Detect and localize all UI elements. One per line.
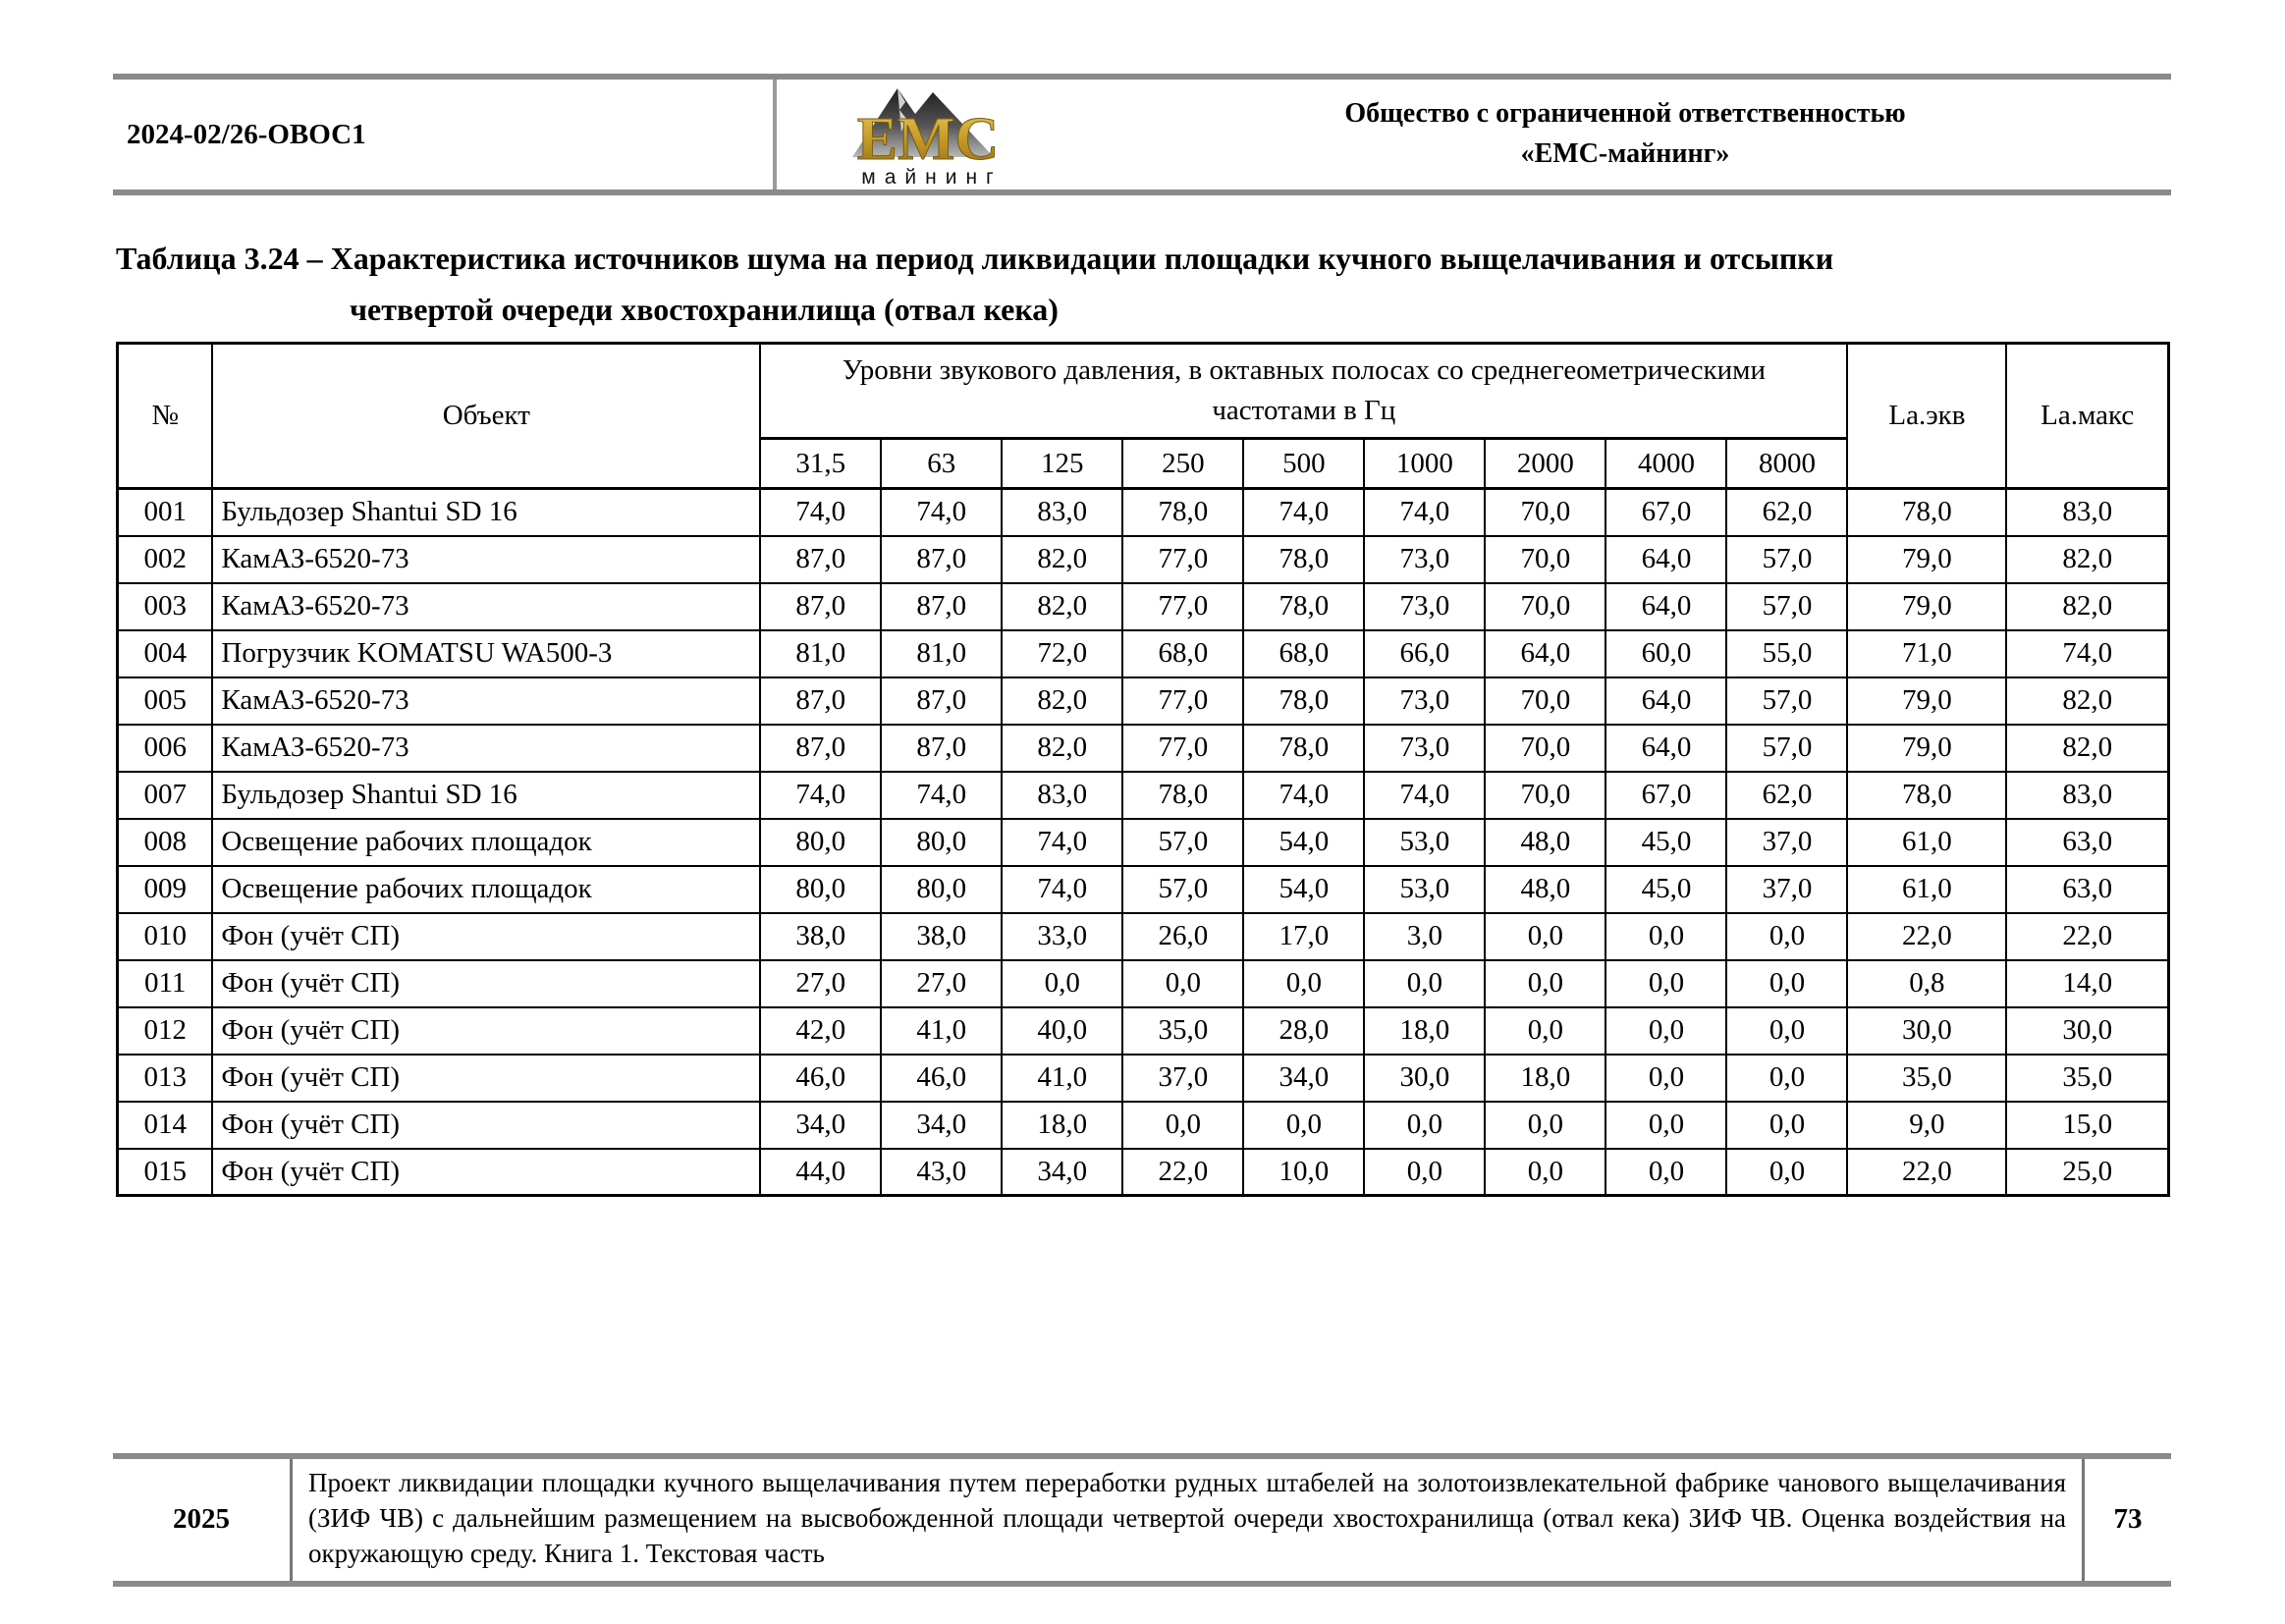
value-cell: 0,0 bbox=[1485, 1102, 1605, 1149]
company-name-line1: Общество с ограниченной ответственностью bbox=[1344, 98, 1906, 130]
value-cell: 77,0 bbox=[1122, 583, 1243, 630]
laeq-cell: 79,0 bbox=[1847, 583, 2006, 630]
freq-header: 250 bbox=[1122, 439, 1243, 489]
value-cell: 67,0 bbox=[1605, 489, 1726, 536]
value-cell: 74,0 bbox=[881, 772, 1002, 819]
value-cell: 73,0 bbox=[1364, 677, 1485, 725]
value-cell: 18,0 bbox=[1002, 1102, 1122, 1149]
value-cell: 57,0 bbox=[1122, 819, 1243, 866]
value-cell: 78,0 bbox=[1122, 489, 1243, 536]
table-row bbox=[118, 725, 2169, 772]
laeq-cell: 71,0 bbox=[1847, 630, 2006, 677]
table-row bbox=[118, 1149, 2169, 1196]
value-cell: 82,0 bbox=[1002, 536, 1122, 583]
value-cell: 0,0 bbox=[1243, 960, 1364, 1007]
lamax-cell: 25,0 bbox=[2006, 1149, 2168, 1196]
document-code: 2024-02/26-ОВОС1 bbox=[127, 118, 366, 150]
value-cell: 43,0 bbox=[881, 1149, 1002, 1196]
value-cell: 87,0 bbox=[881, 536, 1002, 583]
value-cell: 70,0 bbox=[1485, 677, 1605, 725]
value-cell: 37,0 bbox=[1726, 866, 1847, 913]
value-cell: 87,0 bbox=[760, 677, 881, 725]
lamax-cell: 35,0 bbox=[2006, 1055, 2168, 1102]
value-cell: 34,0 bbox=[1002, 1149, 1122, 1196]
value-cell: 66,0 bbox=[1364, 630, 1485, 677]
lamax-cell: 83,0 bbox=[2006, 489, 2168, 536]
row-num-cell: 009 bbox=[118, 866, 213, 913]
freq-header: 2000 bbox=[1485, 439, 1605, 489]
logo-text: ЕМС bbox=[856, 106, 1000, 173]
value-cell: 0,0 bbox=[1364, 1149, 1485, 1196]
value-cell: 34,0 bbox=[1243, 1055, 1364, 1102]
value-cell: 0,0 bbox=[1122, 1102, 1243, 1149]
value-cell: 0,0 bbox=[1726, 960, 1847, 1007]
table-title-line2: четвертой очереди хвостохранилища (отвал кека) bbox=[350, 291, 1059, 327]
footer-bottom-rule bbox=[113, 1581, 2171, 1587]
value-cell: 87,0 bbox=[881, 725, 1002, 772]
object-cell: Фон (учёт СП) bbox=[212, 1055, 760, 1102]
value-cell: 18,0 bbox=[1485, 1055, 1605, 1102]
value-cell: 67,0 bbox=[1605, 772, 1726, 819]
value-cell: 70,0 bbox=[1485, 725, 1605, 772]
value-cell: 87,0 bbox=[760, 725, 881, 772]
value-cell: 53,0 bbox=[1364, 866, 1485, 913]
value-cell: 0,0 bbox=[1364, 960, 1485, 1007]
value-cell: 74,0 bbox=[881, 489, 1002, 536]
value-cell: 0,0 bbox=[1605, 960, 1726, 1007]
value-cell: 0,0 bbox=[1605, 1055, 1726, 1102]
value-cell: 78,0 bbox=[1122, 772, 1243, 819]
value-cell: 60,0 bbox=[1605, 630, 1726, 677]
table-title-line1: Таблица 3.24 – Характеристика источников шума на период ликвидации площадки кучного выщелачивания и отсыпки bbox=[116, 241, 1834, 276]
lamax-cell: 83,0 bbox=[2006, 772, 2168, 819]
value-cell: 62,0 bbox=[1726, 772, 1847, 819]
object-cell: КамАЗ-6520-73 bbox=[212, 677, 760, 725]
value-cell: 78,0 bbox=[1243, 536, 1364, 583]
freq-header: 4000 bbox=[1605, 439, 1726, 489]
row-num-cell: 004 bbox=[118, 630, 213, 677]
value-cell: 73,0 bbox=[1364, 725, 1485, 772]
value-cell: 28,0 bbox=[1243, 1007, 1364, 1055]
laeq-cell: 35,0 bbox=[1847, 1055, 2006, 1102]
value-cell: 18,0 bbox=[1364, 1007, 1485, 1055]
page-number: 73 bbox=[2113, 1503, 2143, 1536]
value-cell: 74,0 bbox=[1243, 489, 1364, 536]
value-cell: 87,0 bbox=[760, 536, 881, 583]
row-num-cell: 013 bbox=[118, 1055, 213, 1102]
table-body bbox=[118, 489, 2169, 1196]
table-row bbox=[118, 536, 2169, 583]
value-cell: 3,0 bbox=[1364, 913, 1485, 960]
value-cell: 83,0 bbox=[1002, 772, 1122, 819]
value-cell: 35,0 bbox=[1122, 1007, 1243, 1055]
col-header-laeq: Lа.экв bbox=[1847, 344, 2006, 489]
laeq-cell: 78,0 bbox=[1847, 772, 2006, 819]
laeq-cell: 22,0 bbox=[1847, 1149, 2006, 1196]
company-name bbox=[1079, 80, 2171, 189]
object-cell: Фон (учёт СП) bbox=[212, 1149, 760, 1196]
value-cell: 68,0 bbox=[1122, 630, 1243, 677]
value-cell: 0,0 bbox=[1243, 1102, 1364, 1149]
value-cell: 64,0 bbox=[1605, 536, 1726, 583]
lamax-cell: 63,0 bbox=[2006, 819, 2168, 866]
value-cell: 82,0 bbox=[1002, 677, 1122, 725]
value-cell: 78,0 bbox=[1243, 583, 1364, 630]
freq-header: 1000 bbox=[1364, 439, 1485, 489]
value-cell: 41,0 bbox=[1002, 1055, 1122, 1102]
value-cell: 73,0 bbox=[1364, 583, 1485, 630]
value-cell: 0,0 bbox=[1485, 960, 1605, 1007]
lamax-cell: 22,0 bbox=[2006, 913, 2168, 960]
laeq-cell: 61,0 bbox=[1847, 819, 2006, 866]
value-cell: 74,0 bbox=[1364, 489, 1485, 536]
value-cell: 0,0 bbox=[1726, 1055, 1847, 1102]
value-cell: 10,0 bbox=[1243, 1149, 1364, 1196]
value-cell: 77,0 bbox=[1122, 536, 1243, 583]
value-cell: 57,0 bbox=[1726, 725, 1847, 772]
value-cell: 42,0 bbox=[760, 1007, 881, 1055]
value-cell: 45,0 bbox=[1605, 866, 1726, 913]
laeq-cell: 30,0 bbox=[1847, 1007, 2006, 1055]
row-num-cell: 006 bbox=[118, 725, 213, 772]
logo-subtext: майнинг bbox=[861, 166, 1003, 189]
value-cell: 53,0 bbox=[1364, 819, 1485, 866]
lamax-cell: 82,0 bbox=[2006, 725, 2168, 772]
value-cell: 77,0 bbox=[1122, 725, 1243, 772]
object-cell: Освещение рабочих площадок bbox=[212, 819, 760, 866]
value-cell: 0,0 bbox=[1726, 913, 1847, 960]
table-row bbox=[118, 960, 2169, 1007]
value-cell: 57,0 bbox=[1726, 677, 1847, 725]
value-cell: 0,0 bbox=[1605, 1007, 1726, 1055]
value-cell: 0,0 bbox=[1726, 1149, 1847, 1196]
value-cell: 74,0 bbox=[760, 489, 881, 536]
value-cell: 54,0 bbox=[1243, 866, 1364, 913]
value-cell: 46,0 bbox=[881, 1055, 1002, 1102]
row-num-cell: 007 bbox=[118, 772, 213, 819]
row-num-cell: 003 bbox=[118, 583, 213, 630]
footer-year: 2025 bbox=[173, 1503, 230, 1536]
value-cell: 57,0 bbox=[1122, 866, 1243, 913]
value-cell: 68,0 bbox=[1243, 630, 1364, 677]
freq-header: 500 bbox=[1243, 439, 1364, 489]
object-cell: Бульдозер Shantui SD 16 bbox=[212, 489, 760, 536]
laeq-cell: 79,0 bbox=[1847, 677, 2006, 725]
header-row bbox=[113, 80, 2171, 189]
value-cell: 22,0 bbox=[1122, 1149, 1243, 1196]
object-cell: Фон (учёт СП) bbox=[212, 1102, 760, 1149]
laeq-cell: 61,0 bbox=[1847, 866, 2006, 913]
value-cell: 77,0 bbox=[1122, 677, 1243, 725]
row-num-cell: 001 bbox=[118, 489, 213, 536]
value-cell: 0,0 bbox=[1485, 1149, 1605, 1196]
freq-header: 63 bbox=[881, 439, 1002, 489]
value-cell: 0,0 bbox=[1364, 1102, 1485, 1149]
laeq-cell: 78,0 bbox=[1847, 489, 2006, 536]
lamax-cell: 14,0 bbox=[2006, 960, 2168, 1007]
value-cell: 64,0 bbox=[1605, 677, 1726, 725]
object-cell: Фон (учёт СП) bbox=[212, 960, 760, 1007]
value-cell: 40,0 bbox=[1002, 1007, 1122, 1055]
object-cell: Погрузчик KOMATSU WA500-3 bbox=[212, 630, 760, 677]
col-header-lamax: Lа.макс bbox=[2006, 344, 2168, 489]
freq-header: 31,5 bbox=[760, 439, 881, 489]
table-title bbox=[116, 234, 2170, 336]
value-cell: 80,0 bbox=[881, 866, 1002, 913]
value-cell: 17,0 bbox=[1243, 913, 1364, 960]
value-cell: 38,0 bbox=[881, 913, 1002, 960]
lamax-cell: 82,0 bbox=[2006, 677, 2168, 725]
value-cell: 70,0 bbox=[1485, 583, 1605, 630]
value-cell: 87,0 bbox=[881, 677, 1002, 725]
row-num-cell: 005 bbox=[118, 677, 213, 725]
row-num-cell: 012 bbox=[118, 1007, 213, 1055]
value-cell: 78,0 bbox=[1243, 725, 1364, 772]
table-row bbox=[118, 866, 2169, 913]
object-cell: Фон (учёт СП) bbox=[212, 913, 760, 960]
header-row-1 bbox=[118, 344, 2169, 439]
value-cell: 70,0 bbox=[1485, 536, 1605, 583]
value-cell: 33,0 bbox=[1002, 913, 1122, 960]
table-row bbox=[118, 677, 2169, 725]
value-cell: 74,0 bbox=[1002, 866, 1122, 913]
value-cell: 81,0 bbox=[760, 630, 881, 677]
value-cell: 62,0 bbox=[1726, 489, 1847, 536]
laeq-cell: 22,0 bbox=[1847, 913, 2006, 960]
value-cell: 30,0 bbox=[1364, 1055, 1485, 1102]
value-cell: 74,0 bbox=[1002, 819, 1122, 866]
value-cell: 0,0 bbox=[1605, 1149, 1726, 1196]
value-cell: 57,0 bbox=[1726, 583, 1847, 630]
value-cell: 87,0 bbox=[760, 583, 881, 630]
value-cell: 46,0 bbox=[760, 1055, 881, 1102]
value-cell: 26,0 bbox=[1122, 913, 1243, 960]
mountain-logo-icon bbox=[801, 81, 1055, 189]
value-cell: 57,0 bbox=[1726, 536, 1847, 583]
laeq-cell: 79,0 bbox=[1847, 536, 2006, 583]
footer-row bbox=[113, 1459, 2171, 1581]
table-row bbox=[118, 630, 2169, 677]
table-row bbox=[118, 489, 2169, 536]
col-header-levels: Уровни звукового давления, в октавных полосах со среднегеометрическими частотами в Гц bbox=[760, 344, 1847, 439]
freq-header: 125 bbox=[1002, 439, 1122, 489]
value-cell: 0,0 bbox=[1605, 913, 1726, 960]
object-cell: КамАЗ-6520-73 bbox=[212, 536, 760, 583]
value-cell: 73,0 bbox=[1364, 536, 1485, 583]
lamax-cell: 82,0 bbox=[2006, 536, 2168, 583]
value-cell: 48,0 bbox=[1485, 819, 1605, 866]
value-cell: 64,0 bbox=[1605, 725, 1726, 772]
company-logo bbox=[777, 80, 1079, 189]
col-header-object: Объект bbox=[212, 344, 760, 489]
value-cell: 87,0 bbox=[881, 583, 1002, 630]
laeq-cell: 79,0 bbox=[1847, 725, 2006, 772]
value-cell: 37,0 bbox=[1122, 1055, 1243, 1102]
value-cell: 80,0 bbox=[760, 866, 881, 913]
value-cell: 45,0 bbox=[1605, 819, 1726, 866]
value-cell: 48,0 bbox=[1485, 866, 1605, 913]
value-cell: 34,0 bbox=[760, 1102, 881, 1149]
value-cell: 27,0 bbox=[760, 960, 881, 1007]
lamax-cell: 15,0 bbox=[2006, 1102, 2168, 1149]
value-cell: 0,0 bbox=[1605, 1102, 1726, 1149]
object-cell: КамАЗ-6520-73 bbox=[212, 583, 760, 630]
value-cell: 0,0 bbox=[1122, 960, 1243, 1007]
value-cell: 27,0 bbox=[881, 960, 1002, 1007]
lamax-cell: 30,0 bbox=[2006, 1007, 2168, 1055]
page-header bbox=[113, 74, 2171, 195]
value-cell: 41,0 bbox=[881, 1007, 1002, 1055]
value-cell: 37,0 bbox=[1726, 819, 1847, 866]
row-num-cell: 010 bbox=[118, 913, 213, 960]
value-cell: 0,0 bbox=[1002, 960, 1122, 1007]
value-cell: 44,0 bbox=[760, 1149, 881, 1196]
value-cell: 78,0 bbox=[1243, 677, 1364, 725]
value-cell: 82,0 bbox=[1002, 725, 1122, 772]
header-bottom-rule bbox=[113, 189, 2171, 195]
table-row bbox=[118, 583, 2169, 630]
value-cell: 0,0 bbox=[1485, 913, 1605, 960]
lamax-cell: 63,0 bbox=[2006, 866, 2168, 913]
value-cell: 80,0 bbox=[881, 819, 1002, 866]
value-cell: 74,0 bbox=[1364, 772, 1485, 819]
table-head bbox=[118, 344, 2169, 489]
value-cell: 64,0 bbox=[1605, 583, 1726, 630]
value-cell: 81,0 bbox=[881, 630, 1002, 677]
row-num-cell: 002 bbox=[118, 536, 213, 583]
row-num-cell: 014 bbox=[118, 1102, 213, 1149]
table-row bbox=[118, 772, 2169, 819]
value-cell: 74,0 bbox=[760, 772, 881, 819]
value-cell: 0,0 bbox=[1726, 1102, 1847, 1149]
page-footer bbox=[113, 1453, 2171, 1587]
value-cell: 70,0 bbox=[1485, 489, 1605, 536]
table-row bbox=[118, 1007, 2169, 1055]
table-row bbox=[118, 913, 2169, 960]
value-cell: 70,0 bbox=[1485, 772, 1605, 819]
table-row bbox=[118, 1102, 2169, 1149]
value-cell: 83,0 bbox=[1002, 489, 1122, 536]
value-cell: 82,0 bbox=[1002, 583, 1122, 630]
project-description: Проект ликвидации площадки кучного выщелачивания путем переработки рудных штабелей на золотоизвлекательной фабрике чанового выщелачивания (ЗИФ ЧВ) с дальнейшим размещением на высвобожденной площади четвертой очереди хвостохранилища (отвал кека) ЗИФ ЧВ. Оценка воздействия на окружающую среду. Книга 1. Текстовая часть bbox=[308, 1468, 2066, 1568]
value-cell: 55,0 bbox=[1726, 630, 1847, 677]
object-cell: КамАЗ-6520-73 bbox=[212, 725, 760, 772]
value-cell: 74,0 bbox=[1243, 772, 1364, 819]
object-cell: Бульдозер Shantui SD 16 bbox=[212, 772, 760, 819]
laeq-cell: 9,0 bbox=[1847, 1102, 2006, 1149]
object-cell: Фон (учёт СП) bbox=[212, 1007, 760, 1055]
lamax-cell: 82,0 bbox=[2006, 583, 2168, 630]
value-cell: 80,0 bbox=[760, 819, 881, 866]
value-cell: 72,0 bbox=[1002, 630, 1122, 677]
row-num-cell: 011 bbox=[118, 960, 213, 1007]
value-cell: 34,0 bbox=[881, 1102, 1002, 1149]
col-header-num: № bbox=[118, 344, 213, 489]
freq-header: 8000 bbox=[1726, 439, 1847, 489]
table-row bbox=[118, 819, 2169, 866]
row-num-cell: 015 bbox=[118, 1149, 213, 1196]
value-cell: 54,0 bbox=[1243, 819, 1364, 866]
value-cell: 38,0 bbox=[760, 913, 881, 960]
value-cell: 0,0 bbox=[1485, 1007, 1605, 1055]
company-name-line2: «ЕМС-майнинг» bbox=[1520, 138, 1730, 169]
laeq-cell: 0,8 bbox=[1847, 960, 2006, 1007]
lamax-cell: 74,0 bbox=[2006, 630, 2168, 677]
noise-sources-table bbox=[116, 342, 2170, 1197]
row-num-cell: 008 bbox=[118, 819, 213, 866]
table-row bbox=[118, 1055, 2169, 1102]
value-cell: 0,0 bbox=[1726, 1007, 1847, 1055]
object-cell: Освещение рабочих площадок bbox=[212, 866, 760, 913]
value-cell: 64,0 bbox=[1485, 630, 1605, 677]
